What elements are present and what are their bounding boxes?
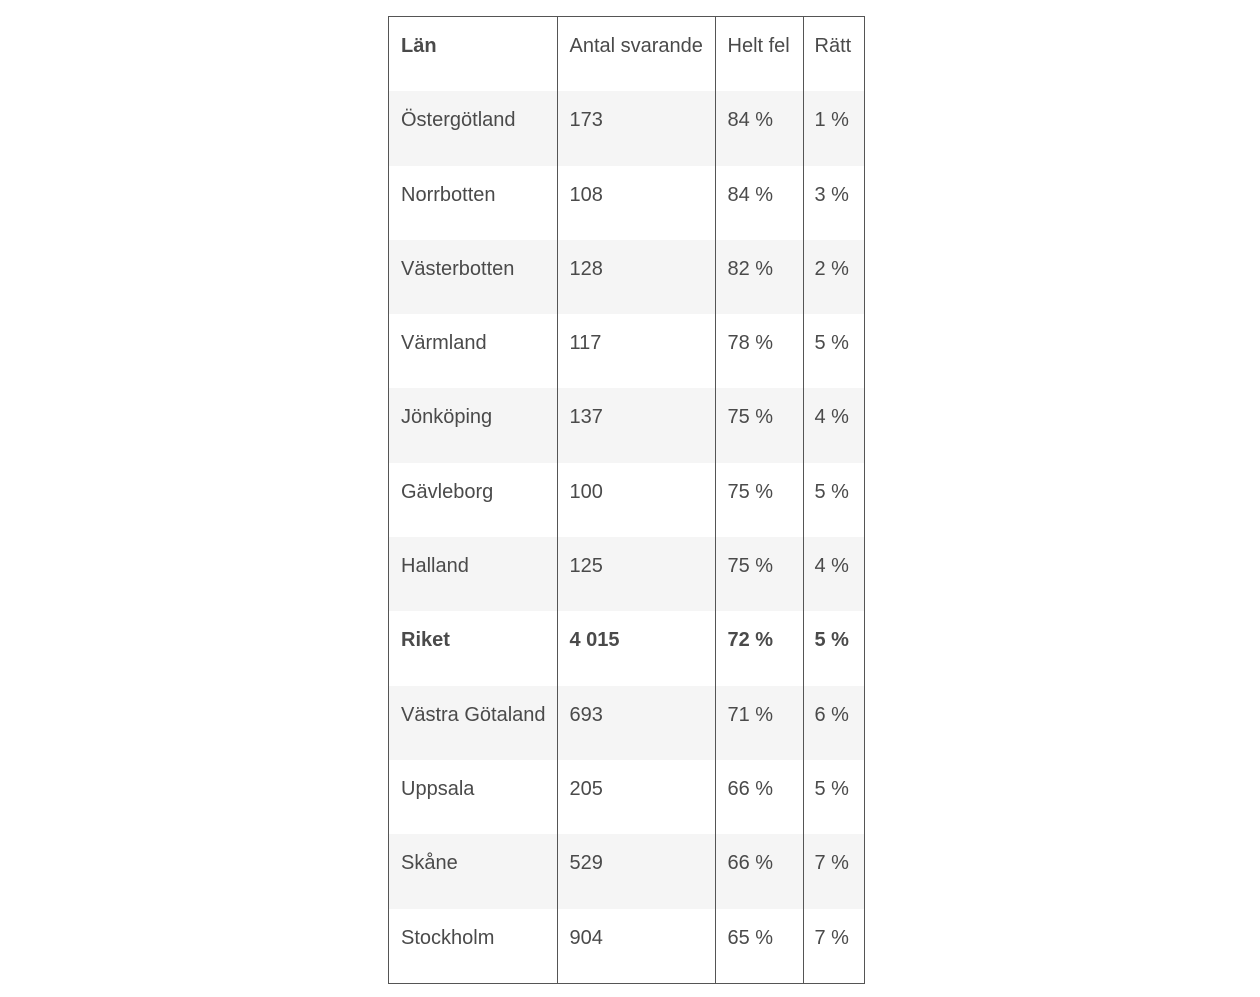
cell-ratt: 5 % (803, 314, 864, 388)
cell-lan: Skåne (389, 834, 557, 908)
cell-antal: 100 (557, 463, 715, 537)
cell-helt-fel: 75 % (715, 388, 803, 462)
cell-ratt: 5 % (803, 760, 864, 834)
table-row (389, 166, 864, 240)
cell-lan: Östergötland (389, 91, 557, 165)
cell-lan: Värmland (401, 332, 487, 355)
cell-antal: 117 (557, 314, 715, 388)
cell-helt-fel: 82 % (715, 240, 803, 314)
cell-lan: Stockholm (401, 926, 495, 949)
results-table-container (388, 16, 865, 984)
cell-lan: Gävleborg (401, 480, 494, 503)
header-lan: Län (401, 35, 437, 57)
results-table (389, 17, 864, 983)
cell-ratt: 5 % (803, 611, 864, 685)
cell-ratt: 6 % (803, 686, 864, 760)
table-row (389, 91, 864, 165)
cell-lan: Halland (389, 537, 557, 611)
cell-antal: 4 015 (557, 611, 715, 685)
cell-lan: Västerbotten (389, 240, 557, 314)
header-ratt: Rätt (803, 17, 864, 91)
table-row (389, 834, 864, 908)
cell-antal: 125 (557, 537, 715, 611)
cell-helt-fel: 65 % (715, 909, 803, 983)
cell-helt-fel: 75 % (715, 463, 803, 537)
cell-antal: 904 (557, 909, 715, 983)
cell-antal: 128 (557, 240, 715, 314)
table-row (389, 240, 864, 314)
cell-antal: 693 (557, 686, 715, 760)
cell-ratt: 2 % (803, 240, 864, 314)
table-row (389, 388, 864, 462)
table-row (389, 760, 864, 834)
table-header-row (389, 17, 864, 91)
cell-lan: Uppsala (401, 778, 475, 800)
cell-ratt: 1 % (803, 91, 864, 165)
cell-helt-fel: 78 % (715, 314, 803, 388)
table-row-total (389, 611, 864, 685)
cell-lan: Västra Götaland (389, 686, 557, 760)
header-helt-fel: Helt fel (715, 17, 803, 91)
cell-helt-fel: 72 % (715, 611, 803, 685)
table-row (389, 537, 864, 611)
cell-ratt: 4 % (803, 537, 864, 611)
table-row (389, 314, 864, 388)
cell-antal: 137 (557, 388, 715, 462)
cell-antal: 529 (557, 834, 715, 908)
cell-helt-fel: 71 % (715, 686, 803, 760)
cell-ratt: 7 % (803, 909, 864, 983)
cell-antal: 205 (557, 760, 715, 834)
cell-helt-fel: 75 % (715, 537, 803, 611)
table-row (389, 909, 864, 983)
cell-antal: 173 (557, 91, 715, 165)
cell-helt-fel: 66 % (715, 760, 803, 834)
header-antal-svarande: Antal svarande (557, 17, 715, 91)
cell-ratt: 3 % (803, 166, 864, 240)
cell-ratt: 7 % (803, 834, 864, 908)
cell-ratt: 4 % (803, 388, 864, 462)
cell-lan: Norrbotten (401, 183, 496, 206)
cell-helt-fel: 66 % (715, 834, 803, 908)
cell-ratt: 5 % (803, 463, 864, 537)
cell-helt-fel: 84 % (715, 91, 803, 165)
cell-lan: Riket (401, 629, 450, 652)
cell-antal: 108 (557, 166, 715, 240)
table-row (389, 686, 864, 760)
cell-lan: Jönköping (389, 388, 557, 462)
table-row (389, 463, 864, 537)
cell-helt-fel: 84 % (715, 166, 803, 240)
